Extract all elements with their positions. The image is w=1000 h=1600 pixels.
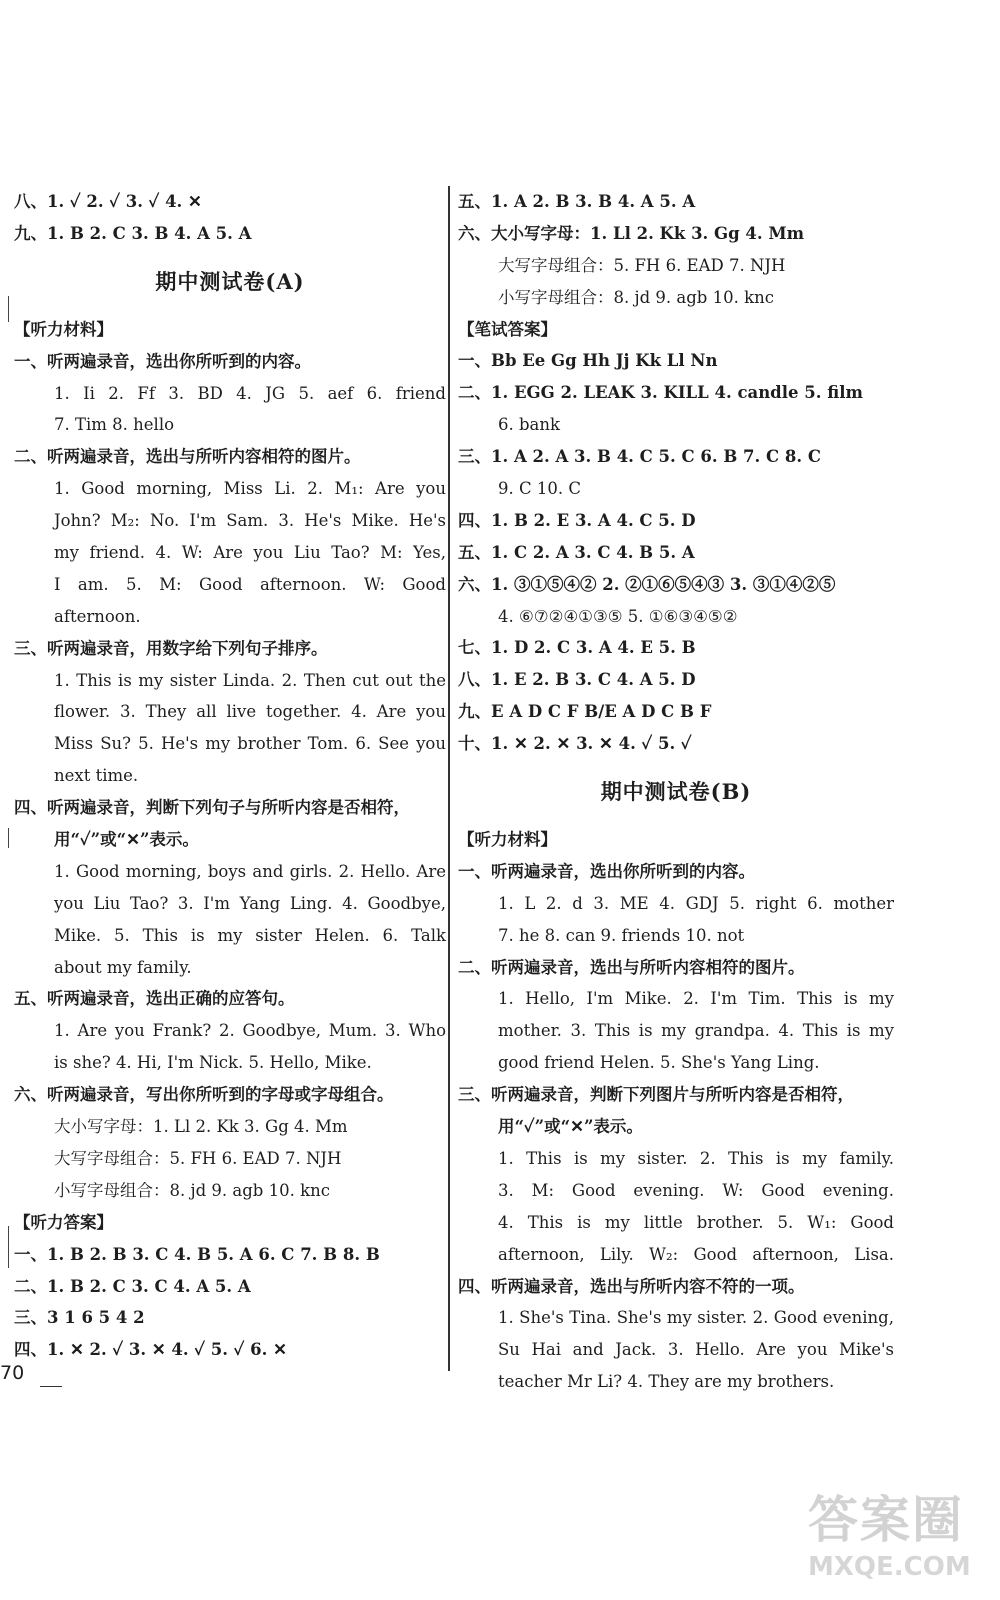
answer-line: 八、1. ✓ 2. ✓ 3. ✓ 4. ✕ (14, 192, 202, 211)
answer-line: 三、听两遍录音，用数字给下列句子排序。 (14, 638, 328, 658)
answer-line: 7. he 8. can 9. friends 10. not (498, 925, 745, 945)
section-title: 期中测试卷(B) (600, 779, 752, 805)
margin-mark (8, 828, 9, 848)
answer-line: 五、1. C 2. A 3. C 4. B 5. A (458, 542, 695, 562)
watermark (808, 1480, 996, 1598)
answer-line: 【听力材料】 (458, 830, 557, 850)
answer-line: 六、大小写字母：1. Ll 2. Kk 3. Gg 4. Mm (458, 223, 805, 243)
answer-line: 1. Are you Frank? 2. Goodbye, Mum. 3. Who (54, 1021, 446, 1041)
answer-line: 三、1. A 2. A 3. B 4. C 5. C 6. B 7. C 8. C (458, 447, 821, 467)
answer-line: 用“✓”或“✕”表示。 (54, 830, 199, 850)
answer-line: 【笔试答案】 (458, 319, 557, 339)
answer-line: 五、1. A 2. B 3. B 4. A 5. A (458, 192, 696, 211)
answer-line: next time. (54, 766, 139, 786)
answer-line: 小写字母组合：8. jd 9. agb 10. knc (498, 287, 774, 307)
left-column (14, 186, 446, 1366)
margin-mark (8, 296, 9, 322)
answer-line: 四、听两遍录音，选出与所听内容不符的一项。 (458, 1276, 805, 1296)
answer-line: mother. 3. This is my grandpa. 4. This is my (498, 1021, 894, 1041)
answer-line: 一、Bb Ee Gg Hh Jj Kk Ll Nn (458, 351, 718, 371)
answer-line: teacher Mr Li? 4. They are my brothers. (498, 1372, 835, 1392)
answer-line: 大小写字母：1. Ll 2. Kk 3. Gg 4. Mm (54, 1117, 348, 1137)
answer-line: 二、1. B 2. C 3. C 4. A 5. A (14, 1276, 251, 1296)
answer-line: 六、1. ③①⑤④② 2. ②①⑥⑤④③ 3. ③①④②⑤ (458, 574, 836, 594)
section-title: 期中测试卷(A) (155, 268, 305, 294)
watermark-url: MXQE.COM (808, 1552, 971, 1582)
answer-line: 九、1. B 2. C 3. B 4. A 5. A (14, 223, 252, 243)
answer-line: Mike. 5. This is my sister Helen. 6. Talk (54, 925, 446, 945)
answer-line: good friend Helen. 5. She's Yang Ling. (498, 1053, 820, 1073)
margin-mark (8, 1226, 9, 1268)
answer-line: 4. This is my little brother. 5. W₁: Good (498, 1212, 894, 1232)
page-number: 70 (0, 1362, 25, 1384)
answer-line: 二、1. EGG 2. LEAK 3. KILL 4. candle 5. film (458, 383, 863, 403)
answer-line: 1. This is my sister. 2. This is my family. (498, 1148, 894, 1168)
answer-line: you Liu Tao? 3. I'm Yang Ling. 4. Goodbye, (54, 893, 446, 913)
answer-line: about my family. (54, 957, 192, 977)
answer-line: 1. This is my sister Linda. 2. Then cut out the (54, 670, 446, 690)
answer-line: 4. ⑥⑦②④①③⑤ 5. ①⑥③④⑤② (498, 606, 738, 626)
answer-line: my friend. 4. W: Are you Liu Tao? M: Yes, (54, 543, 446, 563)
answer-line: 3. M: Good evening. W: Good evening. (498, 1180, 894, 1200)
answer-line: Su Hai and Jack. 3. Hello. Are you Mike's (498, 1340, 894, 1360)
column-divider (448, 186, 450, 1371)
answer-line: 1. Hello, I'm Mike. 2. I'm Tim. This is my (498, 989, 894, 1009)
answer-line: 六、听两遍录音，写出你所听到的字母或字母组合。 (14, 1085, 394, 1105)
answer-line: John? M₂: No. I'm Sam. 3. He's Mike. He's (54, 511, 446, 531)
answer-line: 1. Ii 2. Ff 3. BD 4. JG 5. aef 6. friend (54, 383, 446, 403)
answer-line: 大写字母组合：5. FH 6. EAD 7. NJH (54, 1148, 342, 1168)
answer-line: afternoon. (54, 606, 141, 626)
answer-line: 9. C 10. C (498, 479, 581, 499)
answer-line: 三、3 1 6 5 4 2 (14, 1308, 145, 1328)
answer-line: 用“✓”或“✕”表示。 (498, 1117, 643, 1137)
answer-line: 十、1. ✕ 2. ✕ 3. ✕ 4. ✓ 5. ✓ (458, 734, 692, 754)
answer-line: 1. Good morning, Miss Li. 2. M₁: Are you (54, 479, 446, 499)
answer-line: 6. bank (498, 415, 561, 435)
answer-line: 五、听两遍录音，选出正确的应答句。 (14, 989, 295, 1009)
answer-line: 1. Good morning, boys and girls. 2. Hello. Are (54, 861, 446, 881)
answer-line: flower. 3. They all live together. 4. Are you (54, 702, 446, 722)
answer-line: 1. She's Tina. She's my sister. 2. Good evening, (498, 1308, 894, 1328)
answer-line: afternoon, Lily. W₂: Good afternoon, Lisa. (498, 1244, 894, 1264)
answer-line: 四、1. B 2. E 3. A 4. C 5. D (458, 510, 696, 530)
right-column (458, 186, 894, 1398)
answer-line: 九、E A D C F B/E A D C B F (458, 702, 712, 722)
answer-line: 一、1. B 2. B 3. C 4. B 5. A 6. C 7. B 8. B (14, 1244, 380, 1264)
answer-line: Miss Su? 5. He's my brother Tom. 6. See you (54, 734, 446, 754)
answer-line: 7. Tim 8. hello (54, 415, 175, 435)
answer-line: I am. 5. M: Good afternoon. W: Good (54, 574, 446, 594)
answer-line: 八、1. E 2. B 3. C 4. A 5. D (458, 670, 696, 690)
answer-line: 【听力答案】 (14, 1212, 113, 1232)
answer-line: 二、听两遍录音，选出与所听内容相符的图片。 (458, 957, 805, 977)
answer-line: 四、听两遍录音，判断下列句子与所听内容是否相符， (14, 798, 410, 818)
answer-line: 一、听两遍录音，选出你所听到的内容。 (14, 351, 311, 371)
answer-line: 七、1. D 2. C 3. A 4. E 5. B (458, 638, 696, 658)
answer-line: 一、听两遍录音，选出你所听到的内容。 (458, 861, 755, 881)
answer-line: 二、听两遍录音，选出与所听内容相符的图片。 (14, 447, 361, 467)
answer-line: 【听力材料】 (14, 319, 113, 339)
answer-line: 大写字母组合：5. FH 6. EAD 7. NJH (498, 255, 786, 275)
page-number-dash (40, 1386, 62, 1387)
answer-line: 1. L 2. d 3. ME 4. GDJ 5. right 6. mother (498, 893, 894, 913)
answer-line: 三、听两遍录音，判断下列图片与所听内容是否相符， (458, 1085, 854, 1105)
answer-line: 小写字母组合：8. jd 9. agb 10. knc (54, 1180, 330, 1200)
watermark-logo: 答案圈 (808, 1491, 964, 1549)
answer-line: 四、1. ✕ 2. ✓ 3. ✕ 4. ✓ 5. ✓ 6. ✕ (14, 1340, 287, 1360)
answer-line: is she? 4. Hi, I'm Nick. 5. Hello, Mike. (54, 1053, 372, 1073)
